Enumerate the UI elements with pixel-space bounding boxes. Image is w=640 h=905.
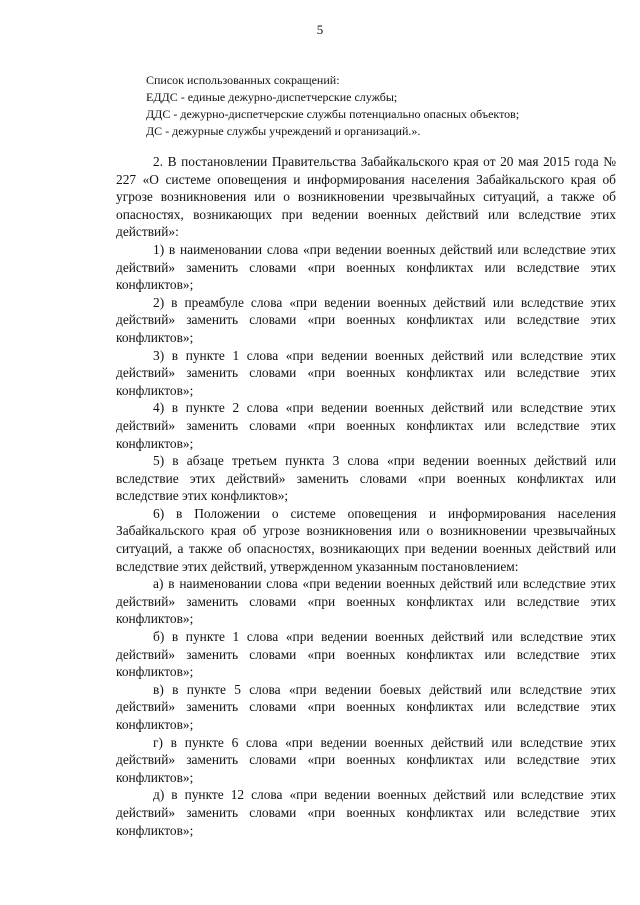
- paragraph-subitem-1: 1) в наименовании слова «при ведении военных действий или вследствие этих действий» заменить словами «при военных конфликтах или вследствие этих конфликтов»;: [116, 241, 616, 293]
- paragraph-item-2: 2. В постановлении Правительства Забайкальского края от 20 мая 2015 года № 227 «О системе оповещения и информирования населения Забайкальского края об угрозе возникновения или о возникновении чрезвычайных ситуаций, а также об опасностях, возникающих при ведении военных действий или вследствие этих действий»:: [116, 154, 616, 240]
- paragraph-letter-b: б) в пункте 1 слова «при ведении военных действий или вследствие этих действий» заменить словами «при военных конфликтах или вследствие этих конфликтов»;: [116, 629, 616, 680]
- paragraph-letter-g: г) в пункте 6 слова «при ведении военных действий или вследствие этих действий» заменить словами «при военных конфликтах или вследствие этих конфликтов»;: [116, 734, 616, 785]
- paragraph-letter-d: д) в пункте 12 слова «при ведении военных действий или вследствие этих действий» заменить словами «при военных конфликтах или вследствие этих конфликтов»;: [116, 787, 616, 838]
- abbreviations-block: [146, 72, 586, 140]
- paragraph-subitem-6: 6) в Положении о системе оповещения и информирования населения Забайкальского края об угрозе возникновения или о возникновении чрезвычайных ситуаций, а также об опасностях, возникающих при ведении военных действий или вследствие этих действий, утвержденном указанным постановлением:: [116, 505, 616, 574]
- abbreviation-item: ДДС - дежурно-диспетчерские службы потенциально опасных объектов;: [146, 107, 520, 121]
- abbreviation-item: ДС - дежурные службы учреждений и организаций.».: [146, 124, 421, 138]
- paragraph-subitem-4: 4) в пункте 2 слова «при ведении военных действий или вследствие этих действий» заменить словами «при военных конфликтах или вследствие этих конфликтов»;: [116, 400, 616, 451]
- abbreviation-item: ЕДДС - единые дежурно-диспетчерские службы;: [146, 90, 398, 104]
- paragraph-letter-v: в) в пункте 5 слова «при ведении боевых действий или вследствие этих действий» заменить словами «при военных конфликтах или вследствие этих конфликтов»;: [116, 681, 616, 732]
- document-body: [116, 153, 616, 839]
- page-number: 5: [316, 22, 324, 37]
- abbreviations-heading: Список использованных сокращений:: [146, 73, 340, 87]
- paragraph-subitem-3: 3) в пункте 1 слова «при ведении военных действий или вследствие этих действий» заменить словами «при военных конфликтах или вследствие этих конфликтов»;: [116, 347, 616, 398]
- paragraph-subitem-2: 2) в преамбуле слова «при ведении военных действий или вследствие этих действий» заменить словами «при военных конфликтах или вследствие этих конфликтов»;: [116, 294, 616, 345]
- paragraph-subitem-5: 5) в абзаце третьем пункта 3 слова «при ведении военных действий или вследствие этих действий» заменить словами «при военных конфликтах или вследствие этих конфликтов»;: [116, 453, 616, 504]
- paragraph-letter-a: а) в наименовании слова «при ведении военных действий или вследствие этих действий» заменить словами «при военных конфликтах или вследствие этих конфликтов»;: [116, 576, 616, 627]
